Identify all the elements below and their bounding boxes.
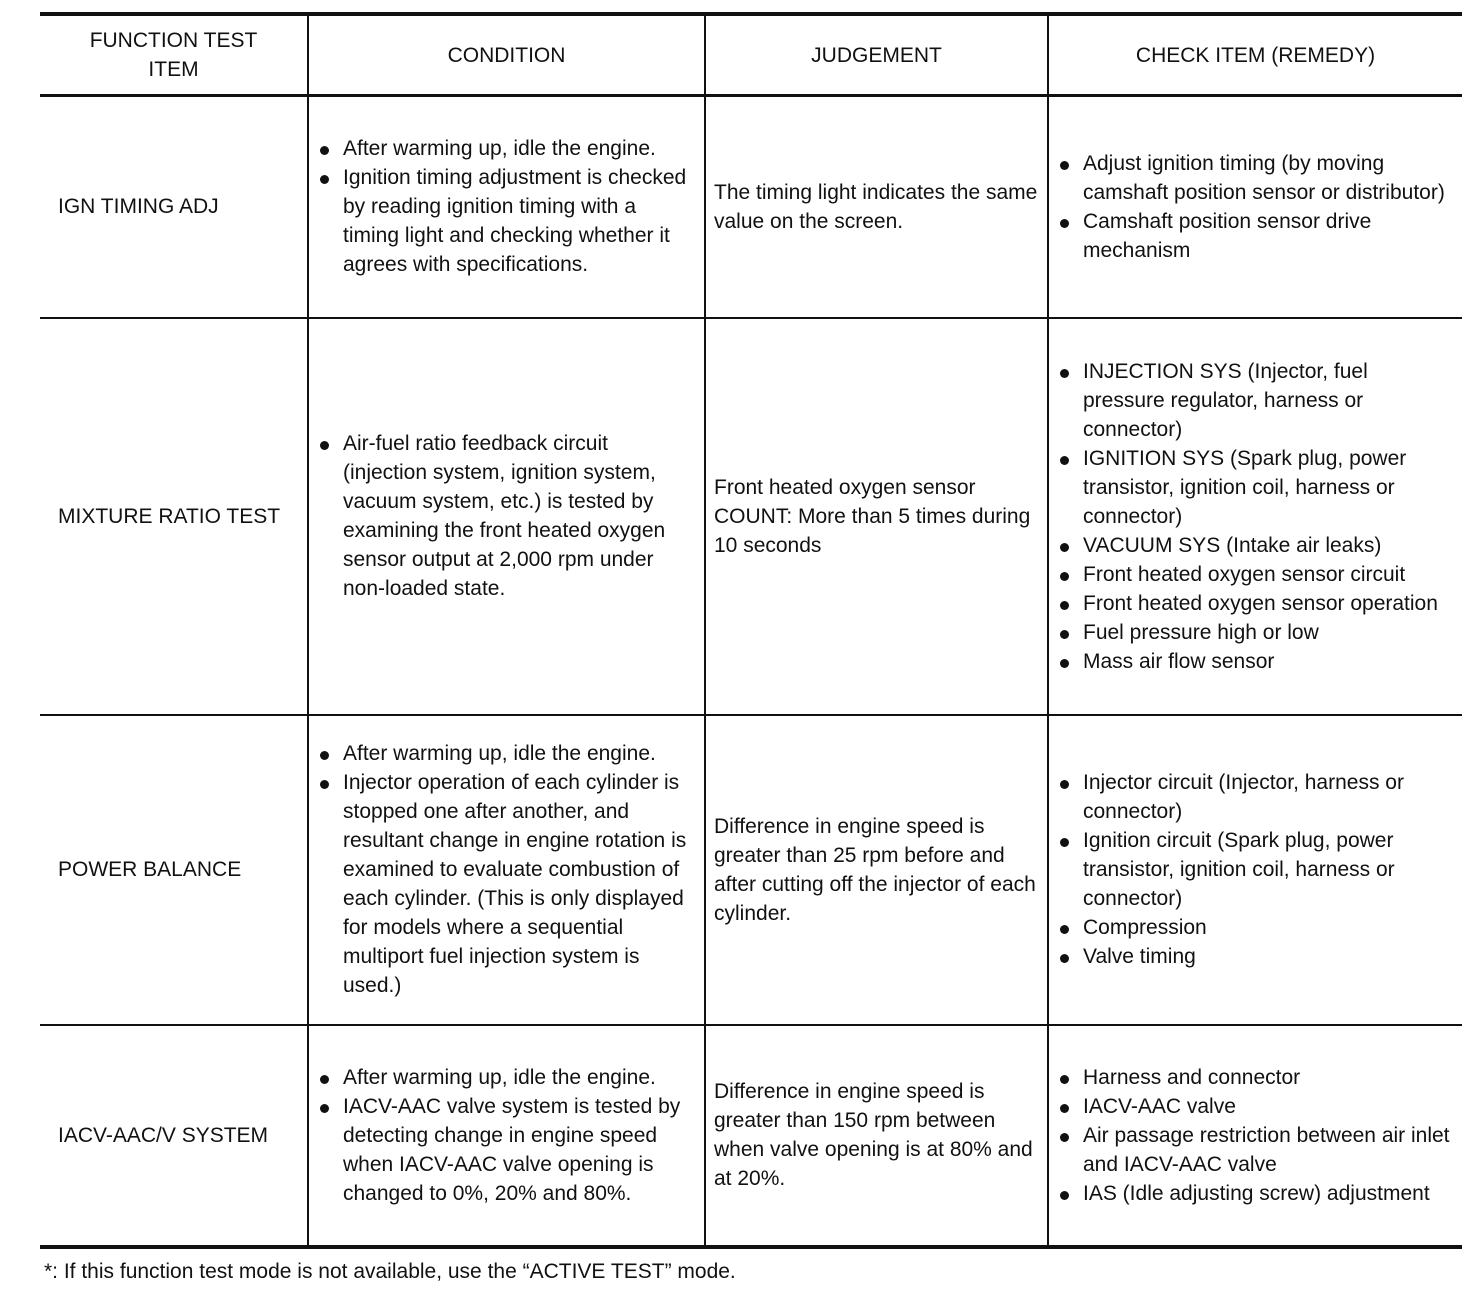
check-bullet: Air passage restriction between air inlet and IACV-AAC valve xyxy=(1057,1121,1454,1179)
function-test-table xyxy=(40,12,1462,1249)
judgement-cell: Front heated oxygen sensor COUNT: More than 5 times during 10 seconds xyxy=(705,318,1048,715)
check-bullet: Mass air flow sensor xyxy=(1057,647,1454,676)
item-cell: POWER BALANCE xyxy=(40,715,308,1025)
check-bullet: Adjust ignition timing (by moving camshaft position sensor or distributor) xyxy=(1057,149,1454,207)
check-bullet: VACUUM SYS (Intake air leaks) xyxy=(1057,531,1454,560)
condition-cell xyxy=(308,715,705,1025)
check-bullet: Front heated oxygen sensor circuit xyxy=(1057,560,1454,589)
check-cell xyxy=(1048,715,1462,1025)
judgement-cell: Difference in engine speed is greater than 150 rpm between when valve opening is at 80% and at 20%. xyxy=(705,1025,1048,1247)
check-bullet: Valve timing xyxy=(1057,942,1454,971)
check-bullet: IAS (Idle adjusting screw) adjustment xyxy=(1057,1179,1454,1208)
check-bullet: INJECTION SYS (Injector, fuel pressure regulator, harness or connector) xyxy=(1057,357,1454,444)
header-check-item: CHECK ITEM (REMEDY) xyxy=(1048,14,1462,96)
condition-cell xyxy=(308,318,705,715)
condition-bullet: After warming up, idle the engine. xyxy=(317,1063,696,1092)
check-cell xyxy=(1048,1025,1462,1247)
table-row xyxy=(40,1025,1462,1247)
footnote: *: If this function test mode is not available, use the “ACTIVE TEST” mode. xyxy=(44,1260,736,1283)
check-bullet: Compression xyxy=(1057,913,1454,942)
item-cell: IGN TIMING ADJ xyxy=(40,96,308,318)
check-bullet: Front heated oxygen sensor operation xyxy=(1057,589,1454,618)
table-row xyxy=(40,715,1462,1025)
condition-cell xyxy=(308,1025,705,1247)
judgement-cell: The timing light indicates the same value on the screen. xyxy=(705,96,1048,318)
table-header-row xyxy=(40,14,1462,96)
header-judgement: JUDGEMENT xyxy=(705,14,1048,96)
condition-bullet: Injector operation of each cylinder is stopped one after another, and resultant change in engine rotation is examined to evaluate combustion of each cylinder. (This is only displayed for models where a sequential multiport fuel injection system is used.) xyxy=(317,768,696,1000)
header-condition: CONDITION xyxy=(308,14,705,96)
check-cell xyxy=(1048,96,1462,318)
check-bullet: Fuel pressure high or low xyxy=(1057,618,1454,647)
item-cell: IACV-AAC/V SYSTEM xyxy=(40,1025,308,1247)
table-row xyxy=(40,96,1462,318)
check-bullet: Camshaft position sensor drive mechanism xyxy=(1057,207,1454,265)
condition-bullet: IACV-AAC valve system is tested by detecting change in engine speed when IACV-AAC valve opening is changed to 0%, 20% and 80%. xyxy=(317,1092,696,1208)
item-cell: MIXTURE RATIO TEST xyxy=(40,318,308,715)
header-function-test-item: FUNCTION TEST ITEM xyxy=(40,14,308,96)
condition-bullet: Ignition timing adjustment is checked by reading ignition timing with a timing light and checking whether it agrees with specifications. xyxy=(317,163,696,279)
check-bullet: IGNITION SYS (Spark plug, power transistor, ignition coil, harness or connector) xyxy=(1057,444,1454,531)
condition-bullet: After warming up, idle the engine. xyxy=(317,739,696,768)
condition-bullet: Air-fuel ratio feedback circuit (injection system, ignition system, vacuum system, etc.) is tested by examining the front heated oxygen sensor output at 2,000 rpm under non-loaded state. xyxy=(317,429,696,603)
condition-bullet: After warming up, idle the engine. xyxy=(317,134,696,163)
condition-cell xyxy=(308,96,705,318)
judgement-cell: Difference in engine speed is greater than 25 rpm before and after cutting off the injector of each cylinder. xyxy=(705,715,1048,1025)
check-bullet: Harness and connector xyxy=(1057,1063,1454,1092)
check-bullet: Ignition circuit (Spark plug, power transistor, ignition coil, harness or connector) xyxy=(1057,826,1454,913)
check-cell xyxy=(1048,318,1462,715)
table-row xyxy=(40,318,1462,715)
check-bullet: Injector circuit (Injector, harness or connector) xyxy=(1057,768,1454,826)
check-bullet: IACV-AAC valve xyxy=(1057,1092,1454,1121)
